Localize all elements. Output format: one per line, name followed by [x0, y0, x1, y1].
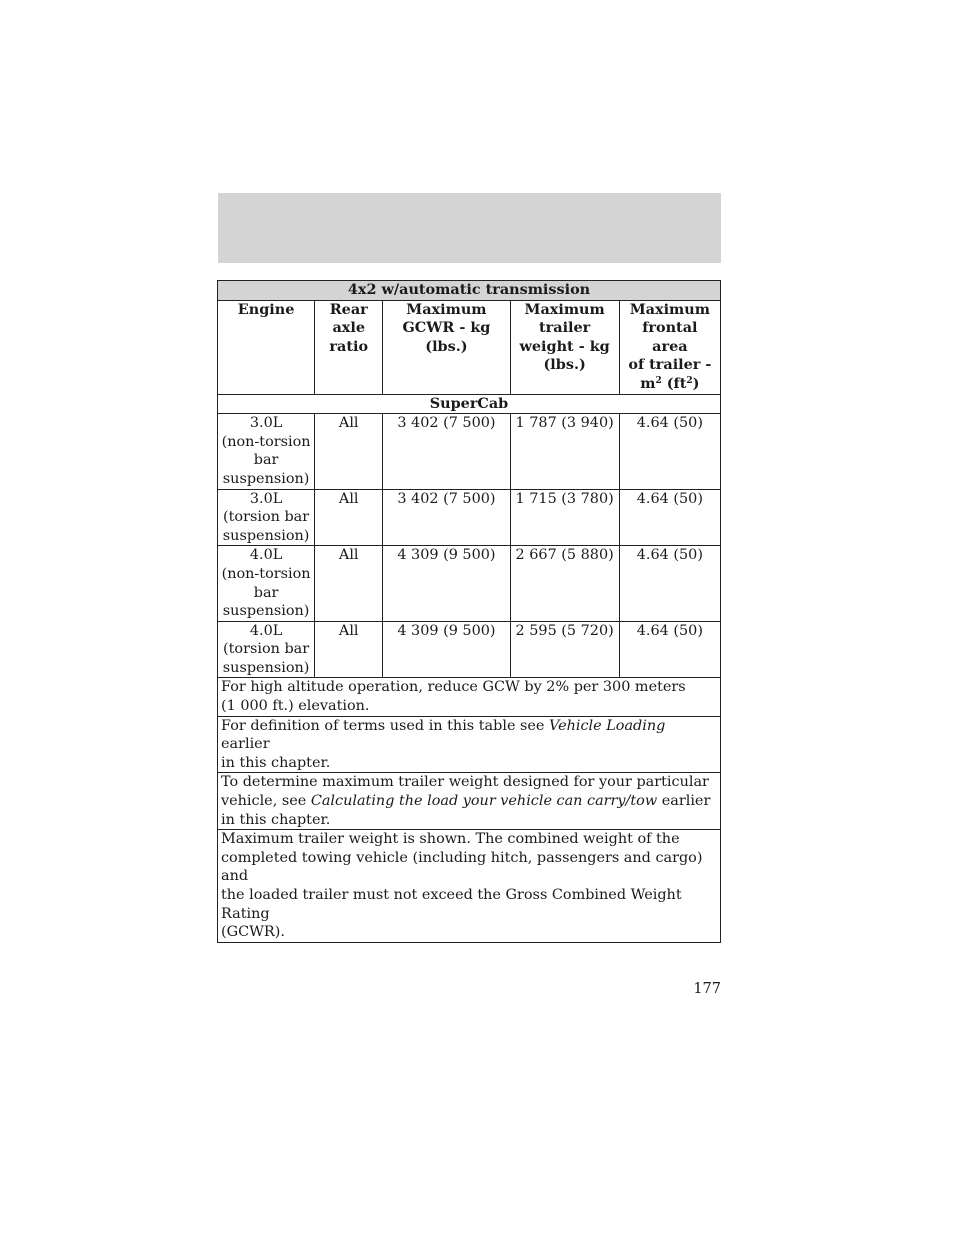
cell-engine: 3.0L (torsion bar suspension): [218, 489, 315, 546]
cell-trailer-weight: 1 787 (3 940): [510, 414, 619, 489]
cell-engine: 4.0L (non-torsion bar suspension): [218, 546, 315, 621]
cell-axle: All: [315, 414, 383, 489]
section-supercab: SuperCab: [218, 394, 721, 414]
header-trailer-weight: Maximum trailer weight - kg (lbs.): [510, 300, 619, 394]
table-row: [218, 621, 721, 678]
page-number: 177: [693, 981, 721, 997]
cell-trailer-weight: 2 667 (5 880): [510, 546, 619, 621]
header-band: [218, 193, 721, 263]
cell-trailer-weight: 1 715 (3 780): [510, 489, 619, 546]
note-row: [218, 830, 721, 943]
cell-frontal-area: 4.64 (50): [619, 621, 720, 678]
note-definitions: For definition of terms used in this table see Vehicle Loading earlier in this chapter.: [218, 716, 721, 773]
note-determine-weight: To determine maximum trailer weight designed for your particular vehicle, see Calculating the load your vehicle can carry/tow earlier in this chapter.: [218, 773, 721, 830]
table-row: [218, 489, 721, 546]
cell-gcwr: 4 309 (9 500): [383, 546, 510, 621]
header-row: [218, 300, 721, 394]
note-high-altitude: For high altitude operation, reduce GCW by 2% per 300 meters (1 000 ft.) elevation.: [218, 678, 721, 716]
note-row: [218, 678, 721, 716]
cell-axle: All: [315, 621, 383, 678]
table-title-row: [218, 281, 721, 301]
section-row: [218, 394, 721, 414]
cell-engine: 4.0L (torsion bar suspension): [218, 621, 315, 678]
cell-frontal-area: 4.64 (50): [619, 489, 720, 546]
header-engine: Engine: [218, 300, 315, 394]
cell-frontal-area: 4.64 (50): [619, 414, 720, 489]
header-axle: Rear axle ratio: [315, 300, 383, 394]
cell-gcwr: 3 402 (7 500): [383, 414, 510, 489]
note-max-trailer-weight: Maximum trailer weight is shown. The combined weight of the completed towing vehicle (including hitch, passengers and cargo) and the loaded trailer must not exceed the Gross Combined Weight Rating (GCWR).: [218, 830, 721, 943]
table-title: 4x2 w/automatic transmission: [218, 281, 721, 301]
cell-engine: 3.0L (non-torsion bar suspension): [218, 414, 315, 489]
table-row: [218, 546, 721, 621]
header-frontal-area: Maximum frontal area of trailer - $m^2$ $(ft^2)$: [619, 300, 720, 394]
cell-trailer-weight: 2 595 (5 720): [510, 621, 619, 678]
header-gcwr: Maximum GCWR - kg (lbs.): [383, 300, 510, 394]
table-row: [218, 414, 721, 489]
note-row: [218, 773, 721, 830]
cell-axle: All: [315, 546, 383, 621]
note-row: [218, 716, 721, 773]
cell-gcwr: 4 309 (9 500): [383, 621, 510, 678]
towing-table: [217, 280, 721, 943]
cell-gcwr: 3 402 (7 500): [383, 489, 510, 546]
cell-frontal-area: 4.64 (50): [619, 546, 720, 621]
cell-axle: All: [315, 489, 383, 546]
